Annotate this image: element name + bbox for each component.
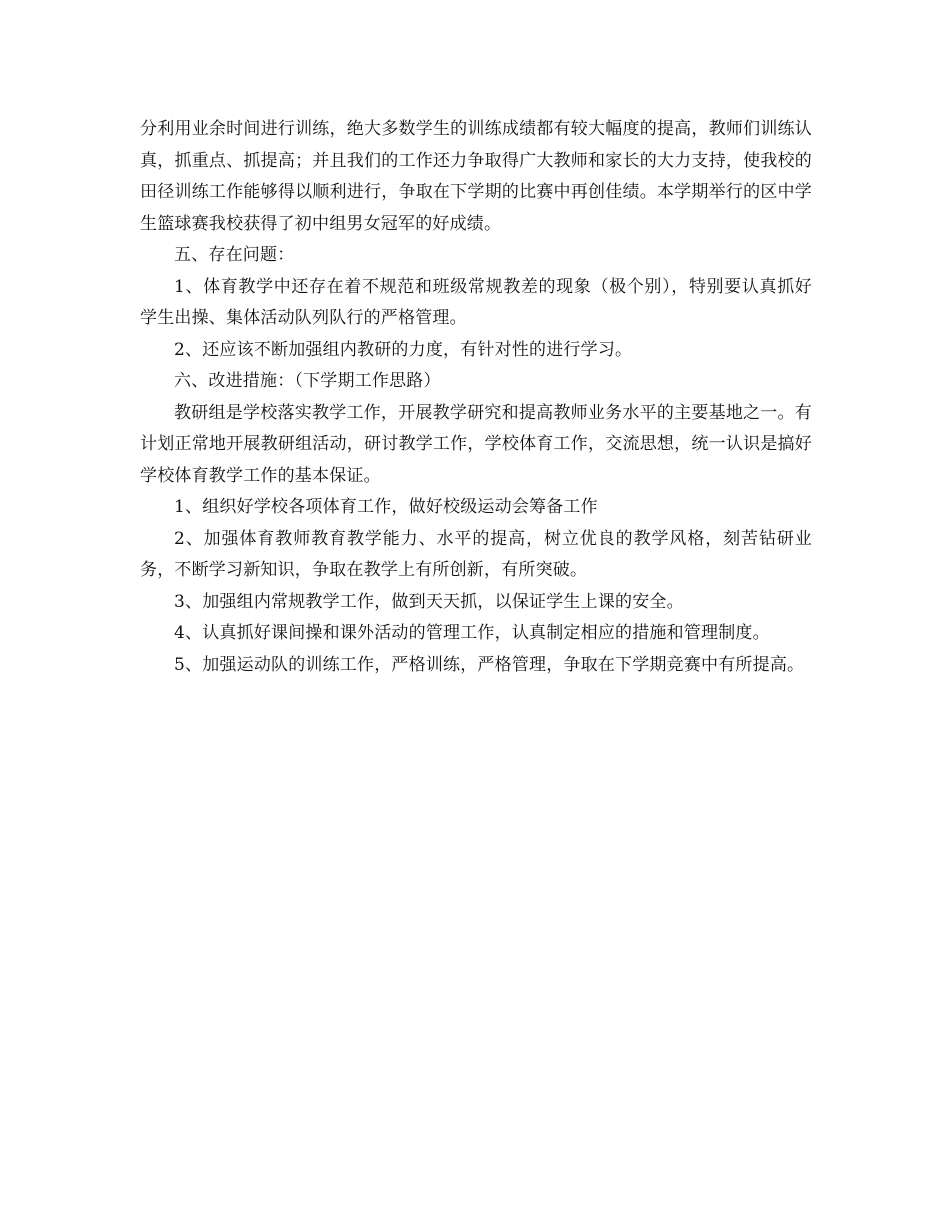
paragraph-measure-1: 1、组织好学校各项体育工作，做好校级运动会筹备工作 xyxy=(174,497,598,517)
heading-existing-problems: 五、存在问题： xyxy=(174,245,295,265)
paragraph-measure-4: 4、认真抓好课间操和课外活动的管理工作，认真制定相应的措施和管理制度。 xyxy=(174,623,770,643)
paragraph-problem-2: 2、还应该不断加强组内教研的力度，有针对性的进行学习。 xyxy=(174,339,633,360)
heading-improvement-measures: 六、改进措施：（下学期工作思路） xyxy=(174,371,441,391)
paragraph-measure-5: 5、加强运动队的训练工作，严格训练，严格管理，争取在下学期竞赛中有所提高。 xyxy=(174,654,805,675)
paragraph-training-summary: 分利用业余时间进行训练，绝大多数学生的训练成绩都有较大幅度的提高，教师们训练认真，抓重点、抓提高；并且我们的工作还力争取得广大教师和家长的大力支持，使我校的田径训练工作能够得以顺利进行，争取在下学期的比赛中再创佳绩。本学期举行的区中学生篮球赛我校获得了初中组男女冠军的好成绩。 xyxy=(140,119,812,234)
document-body xyxy=(140,114,812,681)
paragraph-research-group: 教研组是学校落实教学工作，开展教学研究和提高教师业务水平的主要基地之一。有计划正常地开展教研组活动，研讨教学工作，学校体育工作，交流思想，统一认识是搞好学校体育教学工作的基本保证。 xyxy=(140,402,812,486)
paragraph-measure-3: 3、加强组内常规教学工作，做到天天抓，以保证学生上课的安全。 xyxy=(174,591,684,612)
paragraph-problem-1: 1、体育教学中还存在着不规范和班级常规教差的现象（极个别），特别要认真抓好学生出操、集体活动队列队行的严格管理。 xyxy=(140,276,812,328)
paragraph-measure-2: 2、加强体育教师教育教学能力、水平的提高，树立优良的教学风格，刻苦钻研业务，不断学习新知识，争取在教学上有所创新，有所突破。 xyxy=(140,528,812,580)
